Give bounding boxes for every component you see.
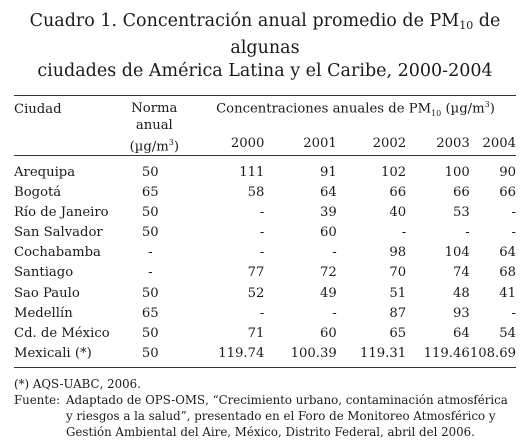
- cell-value: 119.31: [360, 345, 407, 361]
- cell-value: 51: [389, 285, 407, 301]
- cell-value: 64: [499, 245, 516, 261]
- cell-norma: 65: [141, 305, 159, 321]
- header-row: [14, 96, 516, 119]
- table-row: [14, 283, 516, 303]
- cell-value: 40: [389, 205, 407, 221]
- cell-value: 48: [452, 285, 470, 301]
- cell-norma: 50: [141, 225, 159, 241]
- table-row: [14, 243, 516, 263]
- year-2001: 2001: [303, 135, 337, 151]
- title-line2: ciudades de América Latina y el Caribe, 2000-2004: [37, 61, 493, 81]
- cell-city: Río de Janeiro: [14, 205, 109, 221]
- cell-value: 72: [319, 265, 337, 281]
- cell-value: 66: [389, 185, 407, 201]
- header-concentraciones: Concentraciones anuales de $PM_{10}$ $(\mu g/m^3)$: [216, 100, 495, 119]
- source-label: Fuente:: [14, 393, 61, 408]
- cell-value: 77: [247, 265, 265, 281]
- cell-value: -: [511, 305, 516, 321]
- cell-value: 98: [389, 245, 407, 261]
- cell-value: 102: [381, 164, 407, 180]
- cell-value: 66: [499, 185, 516, 201]
- cell-norma: 50: [141, 164, 159, 180]
- table-row: [14, 162, 516, 182]
- cell-value: 74: [452, 265, 470, 281]
- header-city: Ciudad: [14, 102, 62, 117]
- cell-value: -: [259, 205, 265, 221]
- cell-value: 66: [452, 185, 470, 201]
- year-2003: 2003: [436, 135, 470, 151]
- cell-value: 54: [499, 325, 516, 341]
- cell-city: Bogotá: [14, 185, 62, 201]
- cell-value: -: [511, 205, 516, 221]
- cell-value: -: [401, 225, 407, 241]
- cell-norma: 50: [141, 285, 159, 301]
- cell-value: 58: [247, 185, 265, 201]
- cell-norma: -: [148, 265, 153, 281]
- cell-value: 100: [444, 164, 470, 180]
- cell-value: 100.39: [290, 345, 337, 361]
- table-row: [14, 323, 516, 343]
- cell-city: Medellín: [14, 305, 73, 321]
- title-pm: PM: [429, 11, 460, 31]
- footnote-asterisk: (*) AQS-UABC, 2006.: [14, 377, 141, 392]
- cell-value: 68: [499, 265, 516, 281]
- table-row: [14, 263, 516, 283]
- table-row: [14, 203, 516, 223]
- table-title: [14, 10, 516, 83]
- table-row: [14, 223, 516, 243]
- cell-value: 119.74: [218, 345, 265, 361]
- year-2000: 2000: [230, 135, 265, 151]
- cell-norma: 50: [141, 325, 159, 341]
- cell-value: 53: [452, 205, 470, 221]
- header-norma: Norma anual $(\mu g/m^3)$: [129, 101, 179, 155]
- cell-value: -: [259, 245, 265, 261]
- cell-value: -: [511, 225, 516, 241]
- data-table: [14, 96, 516, 368]
- cell-value: 64: [452, 325, 470, 341]
- cell-norma: 50: [141, 205, 159, 221]
- cell-value: 93: [452, 305, 470, 321]
- cell-value: 65: [389, 325, 407, 341]
- cell-value: 52: [247, 285, 265, 301]
- cell-value: -: [332, 245, 337, 261]
- cell-value: 119.46: [423, 345, 470, 361]
- cell-city: Mexicali (*): [14, 345, 92, 361]
- cell-value: 49: [319, 285, 337, 301]
- cell-city: Cd. de México: [14, 325, 110, 341]
- bottom-rule: [14, 367, 516, 368]
- cell-value: -: [332, 305, 337, 321]
- cell-value: 104: [444, 245, 470, 261]
- cell-value: 39: [319, 205, 337, 221]
- table-row: [14, 182, 516, 202]
- cell-value: 71: [247, 325, 265, 341]
- cell-value: 41: [499, 285, 516, 301]
- table-row: [14, 343, 516, 363]
- table-row: [14, 303, 516, 323]
- year-2004: 2004: [482, 135, 516, 151]
- cell-city: Santiago: [14, 265, 74, 281]
- title-line1-prefix: Cuadro 1. Concentración anual promedio de: [29, 11, 430, 31]
- cell-value: 60: [319, 325, 337, 341]
- cell-norma: 50: [141, 345, 159, 361]
- cell-city: San Salvador: [14, 225, 103, 241]
- cell-city: Cochabamba: [14, 245, 101, 261]
- cell-value: 64: [319, 185, 337, 201]
- cell-value: 87: [389, 305, 407, 321]
- cell-norma: -: [148, 245, 153, 261]
- title-pm-sub: 10: [459, 19, 474, 32]
- cell-city: Sao Paulo: [14, 285, 80, 301]
- cell-value: 111: [239, 164, 265, 180]
- year-2002: 2002: [372, 135, 407, 151]
- cell-value: 91: [319, 164, 337, 180]
- cell-value: -: [259, 225, 265, 241]
- cell-value: 60: [319, 225, 337, 241]
- cell-value: -: [465, 225, 470, 241]
- footnote-source: [14, 392, 516, 440]
- source-text: Adaptado de OPS-OMS, “Crecimiento urbano, contaminación atmosférica y riesgos a la salud”, presentado en el Foro de Monitoreo Atmosférico y Gestión Ambiental del Aire, México, Distrito Federal, abril del 2006.: [66, 393, 508, 440]
- cell-city: Arequipa: [14, 164, 76, 180]
- cell-value: -: [259, 305, 265, 321]
- cell-value: 108.69: [469, 345, 516, 361]
- table-footnotes: [14, 376, 516, 440]
- cell-norma: 65: [141, 185, 159, 201]
- cell-value: 70: [389, 265, 407, 281]
- title-line1-suffix: de algunas: [230, 11, 501, 58]
- cell-value: 90: [499, 164, 516, 180]
